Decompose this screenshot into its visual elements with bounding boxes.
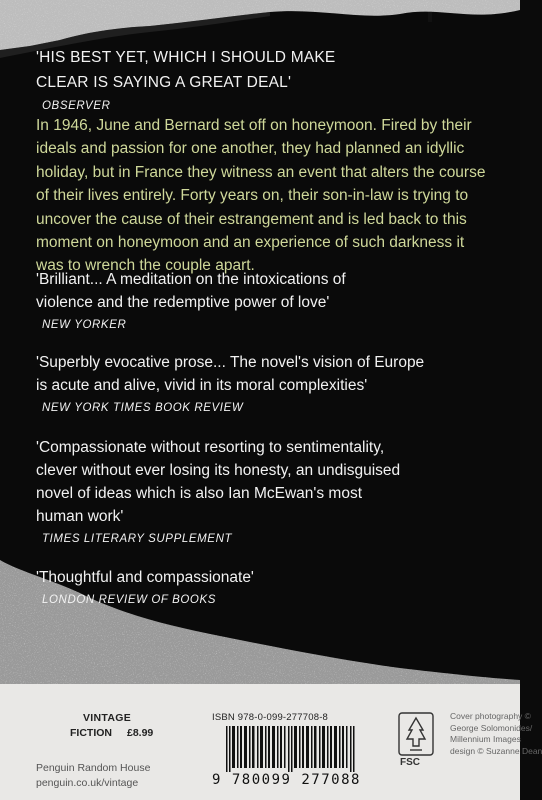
cover-credits xyxy=(450,711,542,757)
tls-source: TIMES LITERARY SUPPLEMENT xyxy=(42,533,233,545)
lrb-quote xyxy=(36,566,496,606)
barcode-digits: 9 780099 277088 xyxy=(212,772,361,788)
observer-source: OBSERVER xyxy=(42,100,111,112)
synopsis-line-5: uncover the cause of their estrangement and is led back to this xyxy=(36,210,467,228)
new-yorker-source: NEW YORKER xyxy=(42,319,127,331)
imprint-label: VINTAGE xyxy=(83,712,131,724)
tls-quote-line-2: clever without ever losing its honesty, an undisguised xyxy=(36,462,401,479)
nyt-source: NEW YORK TIMES BOOK REVIEW xyxy=(42,402,244,414)
synopsis-line-4: of their lives entirely. Forty years on, their son-in-law is trying to xyxy=(36,187,469,205)
synopsis-line-7: was to wrench the couple apart. xyxy=(36,257,255,275)
credits-line-4: design © Suzanne Dean xyxy=(450,745,542,756)
synopsis-line-3: holiday, but in France they witness an event that alters the course xyxy=(36,163,486,181)
synopsis xyxy=(36,114,498,278)
tls-quote xyxy=(36,436,496,545)
publisher-website: penguin.co.uk/vintage xyxy=(36,777,139,789)
publisher-name: Penguin Random House xyxy=(36,762,151,774)
new-yorker-quote-line-2: violence and the redemptive power of love' xyxy=(36,294,330,311)
synopsis-line-6: moment on honeymoon and an experience of such darkness it xyxy=(36,234,465,252)
nyt-quote xyxy=(36,351,496,414)
nyt-quote-line-2: is acute and alive, vivid in its moral complexities' xyxy=(36,377,368,394)
credits-line-3: Millennium Images xyxy=(450,734,521,744)
credits-line-2: George Solomonides/ xyxy=(450,722,533,733)
new-yorker-quote-line-1: 'Brilliant... A meditation on the intoxications of xyxy=(36,271,346,288)
lrb-source: LONDON REVIEW OF BOOKS xyxy=(42,594,217,606)
isbn-label: ISBN 978-0-099-277708-8 xyxy=(212,712,329,723)
category-label: FICTION xyxy=(70,727,112,739)
observer-quote-line-1: 'HIS BEST YET, WHICH I SHOULD MAKE xyxy=(36,49,336,66)
credits-line-1: Cover photography © xyxy=(450,711,531,721)
nyt-quote-line-1: 'Superbly evocative prose... The novel's vision of Europe xyxy=(36,354,425,371)
fsc-label: FSC xyxy=(400,757,420,768)
synopsis-line-1: In 1946, June and Bernard set off on honeymoon. Fired by their xyxy=(36,117,472,134)
tls-quote-line-4: human work' xyxy=(36,508,124,525)
price-label: £8.99 xyxy=(127,727,154,739)
barcode-icon xyxy=(226,726,356,772)
tls-quote-line-1: 'Compassionate without resorting to sentimentality, xyxy=(36,439,385,456)
new-yorker-quote xyxy=(36,268,496,331)
observer-quote xyxy=(36,45,496,112)
synopsis-line-2: ideals and passion for one another, they had planned an idyllic xyxy=(36,140,465,158)
tls-quote-line-3: novel of ideas which is also Ian McEwan's most xyxy=(36,485,363,502)
observer-quote-line-2: CLEAR IS SAYING A GREAT DEAL' xyxy=(36,74,292,91)
lrb-quote-line-1: 'Thoughtful and compassionate' xyxy=(36,569,254,586)
